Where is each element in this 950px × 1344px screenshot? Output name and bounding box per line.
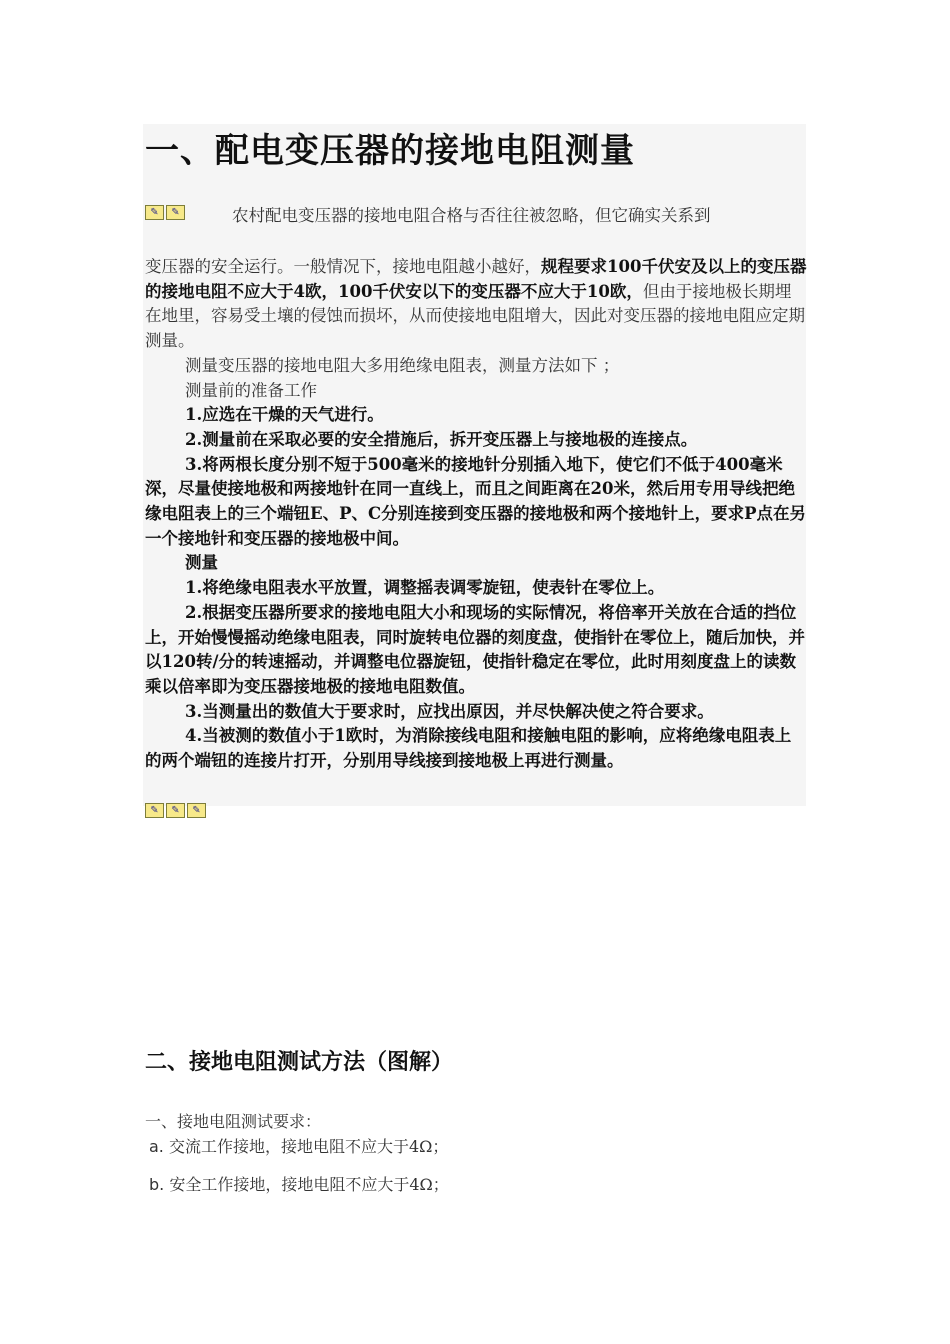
prep-heading: 测量前的准备工作 xyxy=(185,380,317,400)
requirement-text: 交流工作接地，接地电阻不应大于4Ω； xyxy=(168,1137,449,1156)
top-icon-group xyxy=(145,205,185,220)
pen-icon[interactable]: ✎ xyxy=(166,803,185,818)
bottom-icon-group xyxy=(145,803,206,818)
requirement-text: 安全工作接地，接地电阻不应大于4Ω； xyxy=(169,1175,449,1194)
prep-item: 3.将两根长度分别不短于500毫米的接地针分别插入地下，使它们不低于400毫米深，尽量使接地极和两接地针在同一直线上，而且之间距离在20米，然后用专用导线把绝缘电阻表上的三个端钮E、P、C分别连接到变压器的接地极和两个接地针上，要求P点在另一个接地针和变压器的接地极中间。 xyxy=(145,454,807,548)
pen-icon[interactable]: ✎ xyxy=(187,803,206,818)
pen-icon[interactable]: ✎ xyxy=(145,803,164,818)
section-1-body xyxy=(145,255,807,774)
section-1-title: 一、配电变压器的接地电阻测量 xyxy=(145,131,635,171)
measure-heading: 测量 xyxy=(185,553,218,573)
intro-paragraph xyxy=(145,255,807,354)
requirement-label: a. xyxy=(149,1137,164,1156)
requirement-label: b. xyxy=(149,1175,165,1194)
prep-item: 2.测量前在采取必要的安全措施后，拆开变压器上与接地极的连接点。 xyxy=(185,429,698,449)
method-intro: 测量变压器的接地电阻大多用绝缘电阻表，测量方法如下 ； xyxy=(185,355,620,375)
requirements-heading: 一、接地电阻测试要求： xyxy=(145,1112,322,1131)
intro-text-continued: 但由于接地极长期埋在地里，容易受土壤的侵蚀而损坏，从而使接地电阻增大，因此对变压器的接地电阻应定期测量。 xyxy=(145,281,805,351)
intro-text: 变压器的安全运行。一般情况下，接地电阻越小越好， xyxy=(145,257,541,276)
measure-item: 2.根据变压器所要求的接地电阻大小和现场的实际情况，将倍率开关放在合适的挡位上，开始慢慢摇动绝缘电阻表，同时旋转电位器的刻度盘，使指针在零位上，随后加快，并以120转/分的转速摇动，并调整电位器旋钮，使指针稳定在零位，此时用刻度盘上的读数乘以倍率即为变压器接地极的接地电阻数值。 xyxy=(145,602,805,696)
measure-item: 4.当被测的数值小于1欧时，为消除接线电阻和接触电阻的影响，应将绝缘电阻表上的两个端钮的连接片打开，分别用导线接到接地极上再进行测量。 xyxy=(145,726,792,771)
requirement-item xyxy=(149,1135,448,1159)
pen-icon[interactable]: ✎ xyxy=(145,205,164,220)
prep-item: 1.应选在干燥的天气进行。 xyxy=(185,405,384,425)
measure-item: 1.将绝缘电阻表水平放置，调整摇表调零旋钮，使表针在零位上。 xyxy=(185,578,665,598)
measure-item: 3.当测量出的数值大于要求时，应找出原因，并尽快解决使之符合要求。 xyxy=(185,701,714,721)
pen-icon[interactable]: ✎ xyxy=(166,205,185,220)
intro-first-line: 农村配电变压器的接地电阻合格与否往往被忽略，但它确实关系到 xyxy=(232,206,711,225)
requirement-item xyxy=(149,1173,449,1197)
section-2-title: 二、接地电阻测试方法（图解） xyxy=(145,1049,454,1075)
intro-regulation-text: 规程要求100千伏安及以上的变压器的接地电阻不应大于4欧，100千伏安以下的变压器不应大于10欧， xyxy=(145,257,807,301)
